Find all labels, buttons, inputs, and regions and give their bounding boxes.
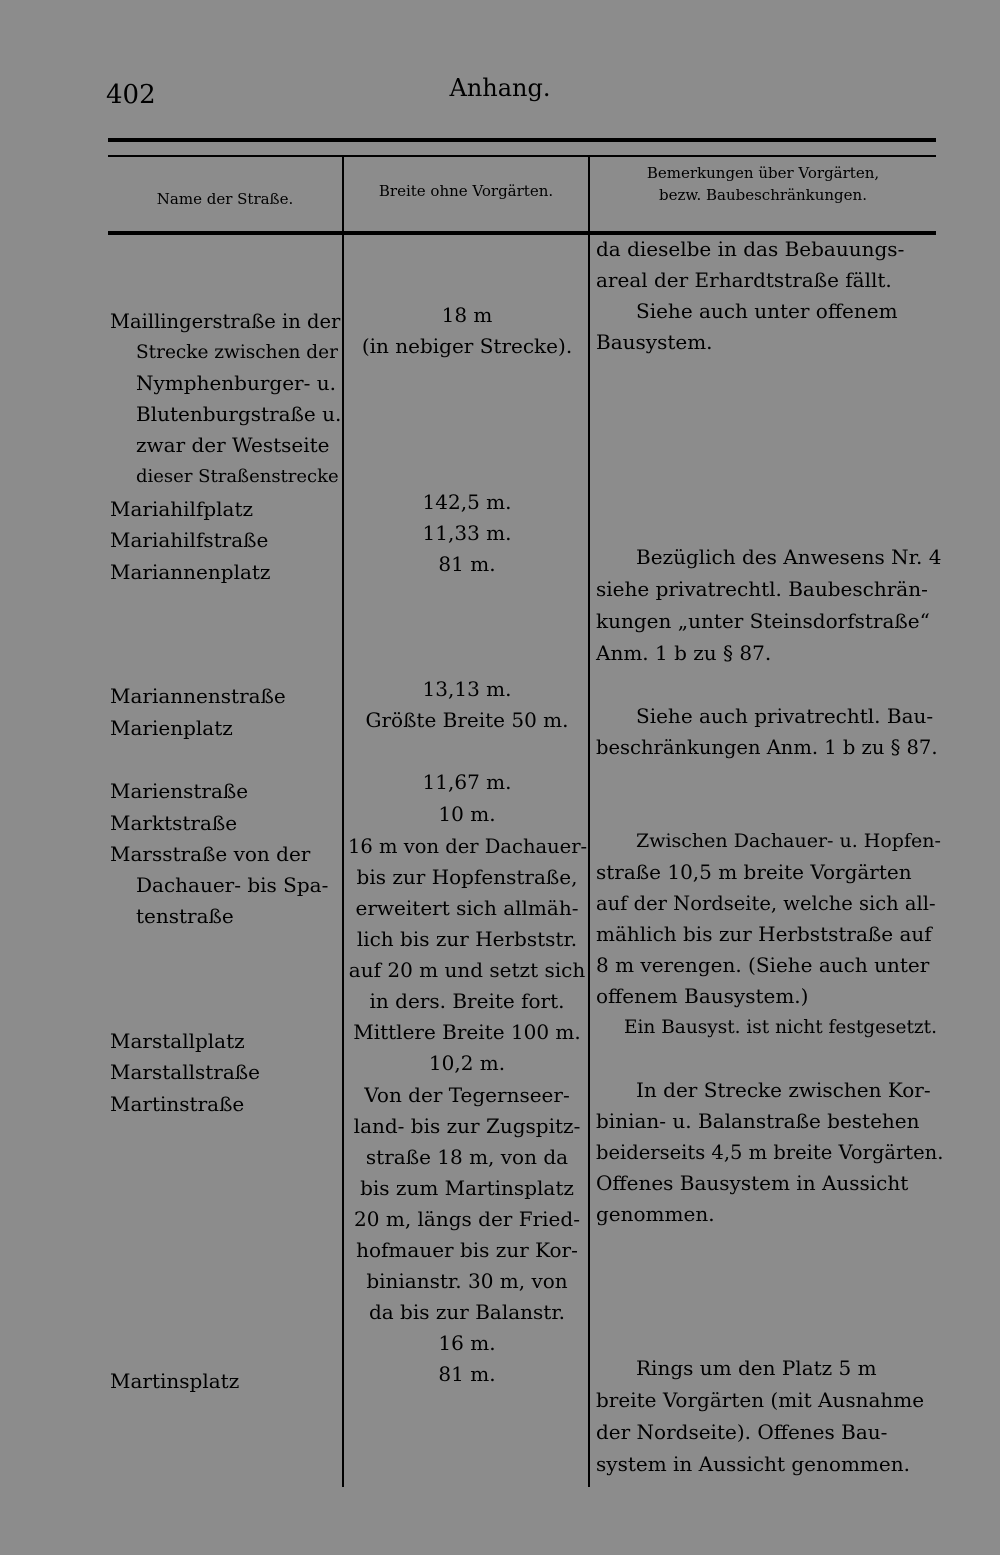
remark-text: In der Strecke zwischen Kor-	[636, 1078, 931, 1102]
street-name-text: zwar der Westseite	[136, 433, 330, 457]
remark-line: offenem Bausystem.)	[596, 984, 809, 1008]
width-value: erweitert sich allmäh-	[355, 896, 579, 920]
street-name-line: Martinsplatz	[110, 1369, 240, 1393]
header-bemerkungen-line-2: bezw. Baubeschränkungen.	[659, 186, 867, 204]
width-value: Größte Breite 50 m.	[365, 708, 569, 732]
street-name-line: Marktstraße	[110, 811, 238, 835]
top-rule-thin	[108, 155, 936, 157]
street-name-text: dieser Straßenstrecke	[136, 466, 339, 487]
width-value: lich bis zur Herbststr.	[356, 927, 578, 951]
street-name-text: tenstraße	[136, 904, 234, 928]
width-value: da bis zur Balanstr.	[368, 1300, 566, 1324]
top-rule-thick	[108, 138, 936, 142]
street-name-line: Marstallplatz	[110, 1029, 245, 1053]
note-line: da dieselbe in das Bebauungs-	[596, 237, 905, 261]
remark-line	[596, 542, 942, 573]
width-value: 10,2 m.	[428, 1051, 506, 1075]
remark-line	[596, 1012, 942, 1043]
street-name-line: Martinstraße	[110, 1092, 245, 1116]
width-value: 13,13 m.	[422, 677, 512, 701]
street-name-text: Strecke zwischen der	[136, 342, 338, 363]
width-value: in ders. Breite fort.	[369, 989, 565, 1013]
column-divider-2	[588, 157, 590, 1487]
remark-text: Ein Bausyst. ist nicht festgesetzt.	[624, 1017, 937, 1038]
remark-line: 8 m verengen. (Siehe auch unter	[596, 953, 930, 977]
width-value: 18 m	[441, 303, 493, 327]
remark-line: beiderseits 4,5 m breite Vorgärten.	[596, 1141, 944, 1164]
street-name-line	[110, 461, 340, 492]
width-value: straße 18 m, von da	[365, 1145, 569, 1169]
width-value: hofmauer bis zur Kor-	[356, 1238, 578, 1262]
street-name-line: Mariannenplatz	[110, 560, 271, 584]
street-name-line	[110, 337, 340, 368]
street-name-line: Maillingerstraße in der	[110, 310, 341, 333]
remark-text: Bezüglich des Anwesens Nr. 4	[636, 545, 942, 569]
remark-line	[596, 826, 942, 857]
width-value: 11,33 m.	[422, 521, 512, 545]
width-value: 81 m.	[438, 1362, 496, 1386]
street-name-line: Mariannenstraße	[110, 684, 286, 708]
street-name-line	[110, 399, 340, 430]
running-head: Anhang.	[449, 74, 551, 102]
street-name-line	[110, 870, 340, 901]
width-value: bis zum Martinsplatz	[360, 1176, 574, 1200]
remark-text: Rings um den Platz 5 m	[636, 1356, 877, 1380]
remark-line	[596, 1075, 942, 1106]
remark-line: siehe privatrechtl. Baubeschrän-	[596, 577, 928, 601]
width-value: binianstr. 30 m, von	[366, 1269, 568, 1293]
note-line-text: Siehe auch unter offenem	[636, 299, 898, 323]
header-breite: Breite ohne Vorgärten.	[378, 182, 554, 200]
note-line	[596, 296, 942, 327]
header-name: Name der Straße.	[156, 190, 294, 208]
remark-line: system in Aussicht genommen.	[596, 1452, 910, 1476]
remark-line: kungen „unter Steinsdorfstraße“	[596, 609, 930, 633]
remark-line: mählich bis zur Herbststraße auf	[596, 922, 932, 946]
street-name-line	[110, 430, 340, 461]
street-name-line: Mariahilfstraße	[110, 528, 269, 552]
width-value: bis zur Hopfenstraße,	[356, 865, 578, 889]
width-value: 81 m.	[438, 552, 496, 576]
street-name-line: Marienplatz	[110, 716, 233, 740]
note-line: areal der Erhardtstraße fällt.	[596, 268, 892, 292]
remark-line: der Nordseite). Offenes Bau-	[596, 1420, 888, 1444]
width-value: 20 m, längs der Fried-	[354, 1207, 580, 1231]
width-value: 10 m.	[438, 802, 496, 826]
remark-line: binian- u. Balanstraße bestehen	[596, 1109, 920, 1133]
street-name-line: Marienstraße	[110, 779, 249, 803]
street-name-line: Marstallstraße	[110, 1060, 260, 1084]
remark-line: breite Vorgärten (mit Ausnahme	[596, 1388, 925, 1412]
page-number: 402	[106, 80, 156, 110]
remark-line: auf der Nordseite, welche sich all-	[596, 892, 936, 915]
width-value: Von der Tegernseer-	[364, 1083, 570, 1107]
remark-text: Siehe auch privatrechtl. Bau-	[636, 704, 934, 728]
remark-line: straße 10,5 m breite Vorgärten	[596, 860, 912, 884]
remark-text: Zwischen Dachauer- u. Hopfen-	[636, 830, 941, 852]
street-name-line	[110, 368, 340, 399]
width-value: Mittlere Breite 100 m.	[353, 1020, 581, 1044]
width-value: 16 m.	[438, 1331, 496, 1355]
remark-line: Offenes Bausystem in Aussicht	[596, 1171, 909, 1195]
remark-line: beschränkungen Anm. 1 b zu § 87.	[596, 736, 938, 759]
street-name-text: Dachauer- bis Spa-	[136, 873, 329, 897]
column-divider-1	[342, 157, 344, 1487]
width-value: land- bis zur Zugspitz-	[353, 1114, 581, 1138]
width-value: 16 m von der Dachauer-	[348, 835, 588, 858]
street-name-text: Nymphenburger- u.	[136, 371, 336, 395]
remark-line	[596, 1353, 942, 1384]
width-value: 11,67 m.	[422, 770, 512, 794]
width-value: auf 20 m und setzt sich	[348, 958, 586, 982]
remark-line	[596, 701, 942, 732]
street-name-line: Marsstraße von der	[110, 842, 311, 866]
note-line: Bausystem.	[596, 330, 713, 354]
header-bemerkungen-line-1: Bemerkungen über Vorgärten,	[646, 164, 880, 182]
street-name-text: Blutenburgstraße u.	[136, 402, 342, 426]
width-value: (in nebiger Strecke).	[361, 334, 573, 358]
width-value: 142,5 m.	[422, 490, 512, 514]
remark-line: Anm. 1 b zu § 87.	[596, 641, 772, 665]
street-name-line: Mariahilfplatz	[110, 497, 254, 521]
remark-line: genommen.	[596, 1202, 715, 1226]
street-name-line	[110, 901, 340, 932]
